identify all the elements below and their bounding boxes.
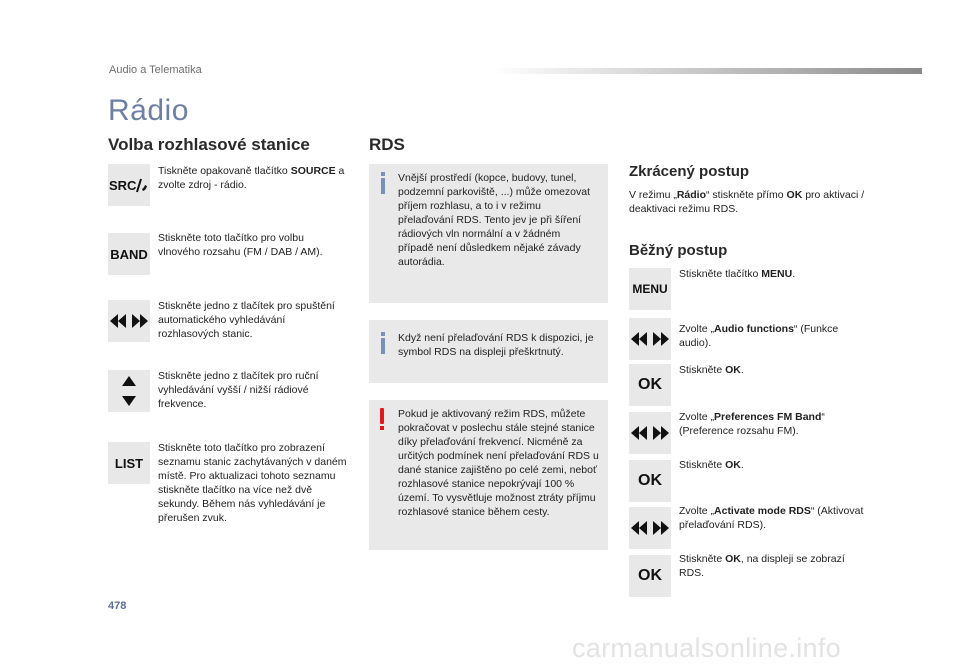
step-2-text: Zvolte „Audio functions“ (Funkce audio). <box>679 323 839 349</box>
left-section-title: Volba rozhlasové stanice <box>108 135 310 154</box>
shortcut-description: V režimu „Rádio“ stiskněte přímo OK pro aktivaci / deaktivaci režimu RDS. <box>629 189 865 215</box>
header-section-label: Audio a Telematika <box>109 64 202 76</box>
rds-info-text-1: Vnější prostředí (kopce, budovy, tunel, podzemní parkoviště, ...) může omezovat příjem rozhlasu, a to i v režimu přelaďování RDS. Tento jev je při šíření rádiových vln normální a v žádném případě není důsledkem nějaké závady autorádia. <box>398 172 590 268</box>
rds-info-text-2: Když není přelaďování RDS k dispozici, je symbol RDS na displeji přeškrtnutý. <box>398 332 594 358</box>
band-button-icon: BAND <box>108 233 150 275</box>
step-7-text: Stiskněte OK, na displeji se zobrazí RDS. <box>679 553 845 579</box>
rds-info-box-2 <box>369 320 608 383</box>
up-down-buttons-icon <box>108 370 150 412</box>
header-gradient-bar <box>490 68 922 74</box>
info-icon <box>381 332 385 354</box>
ok-button-icon: OK <box>629 555 671 597</box>
warning-icon <box>379 408 385 432</box>
rds-warning-box <box>369 400 608 550</box>
page-number: 478 <box>108 600 127 612</box>
seek-buttons-icon <box>629 412 671 454</box>
list-description: Stiskněte toto tlačítko pro zobrazení seznamu stanic zachytávaných v daném místě. Pro aktualizaci tohoto seznamu stiskněte tlačítko na více než dvě sekundy. Během nás vyhledávání je přerušen zvuk. <box>158 442 347 524</box>
normal-procedure-title: Běžný postup <box>629 242 728 259</box>
src-description: Tiskněte opakovaně tlačítko SOURCE a zvolte zdroj - rádio. <box>158 165 345 191</box>
step-4-text: Zvolte „Preferences FM Band“ (Preference rozsahu FM). <box>679 411 825 437</box>
step-5-text: Stiskněte OK. <box>679 459 744 471</box>
page-title: Rádio <box>108 94 189 127</box>
menu-button-icon: MENU <box>629 268 671 310</box>
rds-section-title: RDS <box>369 135 405 154</box>
shortcut-title: Zkrácený postup <box>629 163 750 180</box>
svg-text:SRC: SRC <box>109 178 137 193</box>
list-button-icon: LIST <box>108 442 150 484</box>
ok-button-icon: OK <box>629 364 671 406</box>
rds-info-box-1 <box>369 164 608 303</box>
seek-buttons-icon <box>629 507 671 549</box>
up-down-description: Stiskněte jedno z tlačítek pro ruční vyhledávání vyšší / nižší rádiové frekvence. <box>158 370 319 410</box>
step-3-text: Stiskněte OK. <box>679 364 744 376</box>
band-description: Stiskněte toto tlačítko pro volbu vlnového rozsahu (FM / DAB / AM). <box>158 232 323 258</box>
step-6-text: Zvolte „Activate mode RDS“ (Aktivovat přelaďování RDS). <box>679 505 864 531</box>
watermark-text: carmanualsonline.info <box>572 633 841 663</box>
ok-button-icon: OK <box>629 460 671 502</box>
info-icon <box>381 172 385 194</box>
seek-buttons-icon <box>108 300 150 342</box>
step-1-text: Stiskněte tlačítko MENU. <box>679 268 796 280</box>
seek-description: Stiskněte jedno z tlačítek pro spuštění automatického vyhledávání rozhlasových stanic. <box>158 300 335 340</box>
seek-buttons-icon <box>629 318 671 360</box>
rds-warning-text: Pokud je aktivovaný režim RDS, můžete pokračovat v poslechu stále stejné stanice díky přelaďování frekvencí. Nicméně za určitých podmínek není přelaďování RDS u dané stanice zajištěno po celé zemi, neboť rozhlasové stanice nepokrývají 100 % území. To vysvětluje možnost ztráty příjmu rozhlasové stanice během cesty. <box>398 408 599 518</box>
src-phone-button-icon <box>108 164 150 206</box>
